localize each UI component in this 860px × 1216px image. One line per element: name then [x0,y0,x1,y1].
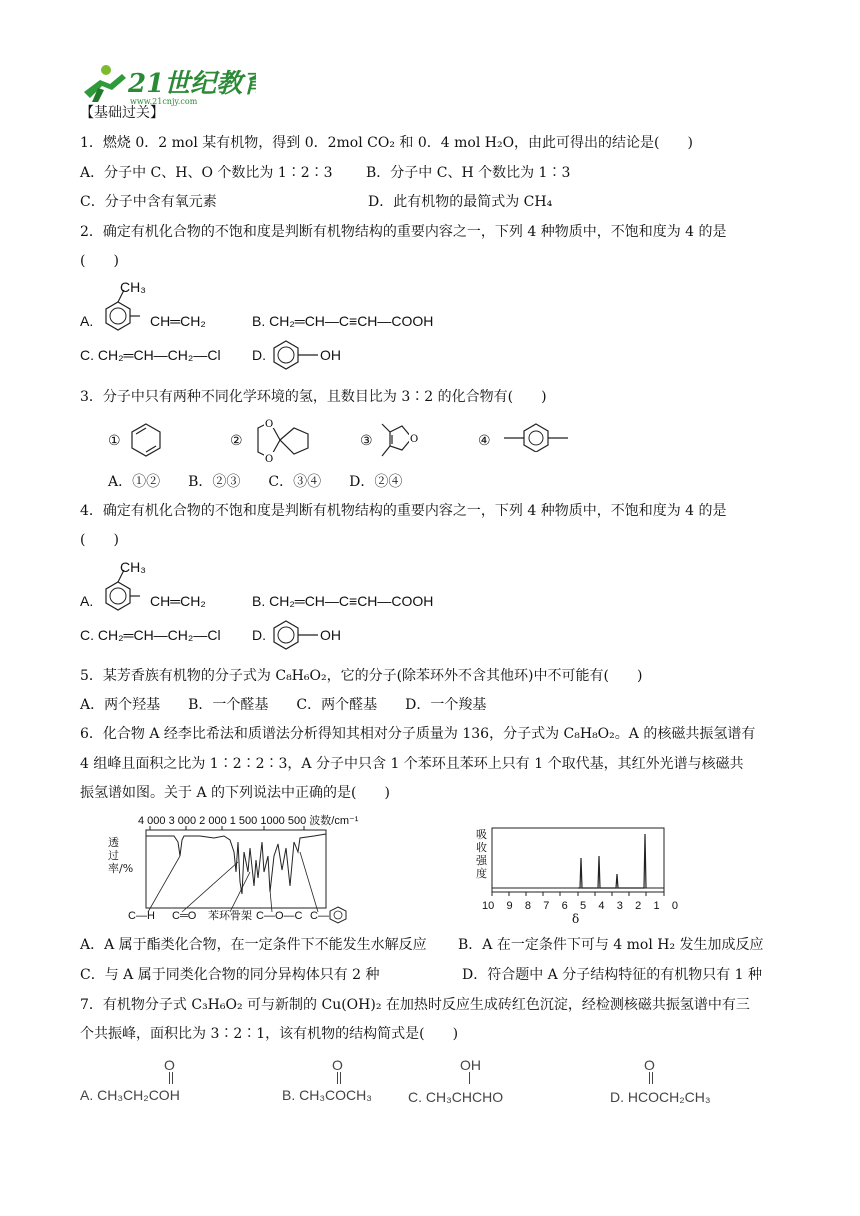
ir-label-ch: C—H [128,910,155,922]
ir-spectrum [104,812,404,924]
q5-stem: 5．某芳香族有机物的分子式为 C₈H₆O₂，它的分子(除苯环外不含其他环)中不可能有( ) [80,668,643,684]
q3-spiro-ketal-icon [250,414,320,466]
svg-text:O: O [410,434,419,445]
q6-line-3: 振氢谱如图。关于 A 的下列说法中正确的是( ) [80,785,390,801]
q3-p-xylene-icon [496,422,576,452]
q4-b-formula: B. CH₂═CH—C≡CH—COOH [252,593,434,609]
section-title: 【基础过关】 [80,105,164,121]
nmr-tick: 0 [671,900,678,912]
ir-ylabel: 透过率/% [108,836,134,875]
ir-label-phenyl: C— [310,910,329,922]
q6-option-d: D．符合题中 A 分子结构特征的有机物只有 1 种 [462,967,763,983]
ir-label-ring: 苯环骨架 [208,909,252,922]
q1-option-d: D．此有机物的最简式为 CH₄ [368,194,553,210]
q2-a-chain: CH═CH₂ [150,313,206,329]
nmr-xlabel: δ [572,912,580,926]
q7-line-2: 个共振峰，面积比为 3∶2∶1，该有机物的结构简式是( ) [80,1026,459,1042]
q4-d-oh: OH [320,627,341,643]
q3-dimethylfuran-icon [376,416,426,466]
svg-text:21世纪教育: 21世纪教育 [128,69,256,99]
q7-b-bond [340,1072,342,1084]
q3-options: A．①② B．②③ C．③④ D．②④ [108,474,403,490]
q6-option-c: C．与 A 属于同类化合物的同分异构体只有 2 种 [80,967,380,983]
q5-options: A．两个羟基 B．一个醛基 C．两个醛基 D．一个羧基 [80,697,487,713]
q7-c-formula: C. CH₃CHCHO [408,1089,504,1105]
q4-a-chain: CH═CH₂ [150,593,206,609]
q7-line-1: 7．有机物分子式 C₃H₆O₂ 可与新制的 Cu(OH)₂ 在加热时反应生成砖红色沉淀，经检测核磁共振氢谱中有三 [80,997,750,1013]
nmr-tick: 9 [506,900,513,912]
q6-option-a: A．A 属于酯类化合物，在一定条件下不能发生水解反应 [80,937,427,953]
q7-b-formula: B. CH₃COCH₃ [282,1087,372,1103]
q3-label-2: ② [230,433,243,449]
nmr-tick: 5 [580,900,587,912]
q7-b-top: O [332,1057,343,1073]
q7-a-bond [172,1072,174,1084]
nmr-tick: 4 [598,900,605,912]
q4-d-label: D. [252,627,266,643]
svg-text:www.21cnjy.com: www.21cnjy.com [130,97,198,106]
nmr-ylabel: 吸收强度 [476,828,487,880]
q6-line-1: 6．化合物 A 经李比希法和质谱法分析得知其相对分子质量为 136，分子式为 C₈H₈O₂。A 的核磁共振氢谱有 [80,726,756,742]
q4-paren: ( ) [80,532,119,548]
q7-d-bond [652,1072,654,1084]
ir-top-axis: 4 000 3 000 2 000 1 500 1000 500 波数/cm⁻¹ [138,815,359,827]
q1-option-c: C．分子中含有氧元素 [80,194,217,210]
nmr-plot [470,824,680,904]
q2-d-label: D. [252,347,266,363]
nmr-tick: 7 [543,900,550,912]
q4-stem: 4．确定有机化合物的不饱和度是判断有机物结构的重要内容之一，下列 4 种物质中，不饱和度为 4 的是 [80,503,727,519]
q2-a-ch3: CH₃ [120,279,146,295]
nmr-tick: 6 [561,900,568,912]
q3-cyclohexadiene-icon [128,420,168,462]
q2-d-phenol-icon [270,338,322,372]
q7-b-bond [337,1072,339,1084]
q1-option-a: A．分子中 C、H、O 个数比为 1∶2∶3 [80,165,333,181]
nmr-tick: 10 [482,900,495,912]
nmr-tick: 1 [653,900,660,912]
q7-c-top: OH [460,1057,481,1073]
q7-c-bond [469,1072,471,1084]
q1-stem: 1．燃烧 0．2 mol 某有机物，得到 0．2mol CO₂ 和 0．4 mol H₂O，由此可得出的结论是( ) [80,135,693,151]
q4-a-label: A. [80,593,94,609]
svg-text:O: O [265,419,274,430]
runner-logo-icon [78,62,256,106]
nmr-spectrum [470,824,680,924]
q7-d-bond [649,1072,651,1084]
q3-label-1: ① [108,433,121,449]
nmr-tick: 8 [524,900,531,912]
q6-line-2: 4 组峰且面积之比为 1∶2∶2∶3，A 分子中只含 1 个苯环且苯环上只有 1 个取代基，其红外光谱与核磁共 [80,756,744,772]
q2-paren: ( ) [80,253,119,269]
q3-label-4: ④ [478,433,491,449]
q2-c-formula: C. CH₂═CH—CH₂—Cl [80,347,221,363]
ir-label-coc: C—O—C [256,910,303,922]
ir-label-co: C═O [172,910,197,922]
q3-label-3: ③ [360,433,373,449]
q7-d-top: O [644,1057,655,1073]
q2-b-formula: B. CH₂═CH—C≡CH—COOH [252,313,434,329]
q1-option-b: B．分子中 C、H 个数比为 1∶3 [366,165,571,181]
q4-a-ch3: CH₃ [120,559,146,575]
nmr-tick: 2 [635,900,642,912]
nmr-ticks [482,900,678,912]
q7-a-formula: A. CH₃CH₂COH [80,1087,180,1103]
q2-d-oh: OH [320,347,341,363]
q6-option-b: B．A 在一定条件下可与 4 mol H₂ 发生加成反应 [458,937,764,953]
svg-text:O: O [265,454,274,465]
q7-a-top: O [164,1057,175,1073]
q3-stem: 3．分子中只有两种不同化学环境的氢，且数目比为 3∶2 的化合物有( ) [80,389,547,405]
ir-phenyl-icon [326,906,350,924]
q7-a-bond [169,1072,171,1084]
logo [78,62,256,106]
q2-a-label: A. [80,313,94,329]
q4-d-phenol-icon [270,618,322,652]
nmr-tick: 3 [616,900,623,912]
q7-d-formula: D. HCOCH₂CH₃ [610,1089,711,1105]
q4-c-formula: C. CH₂═CH—CH₂—Cl [80,627,221,643]
q2-stem: 2．确定有机化合物的不饱和度是判断有机物结构的重要内容之一，下列 4 种物质中，不饱和度为 4 的是 [80,224,727,240]
